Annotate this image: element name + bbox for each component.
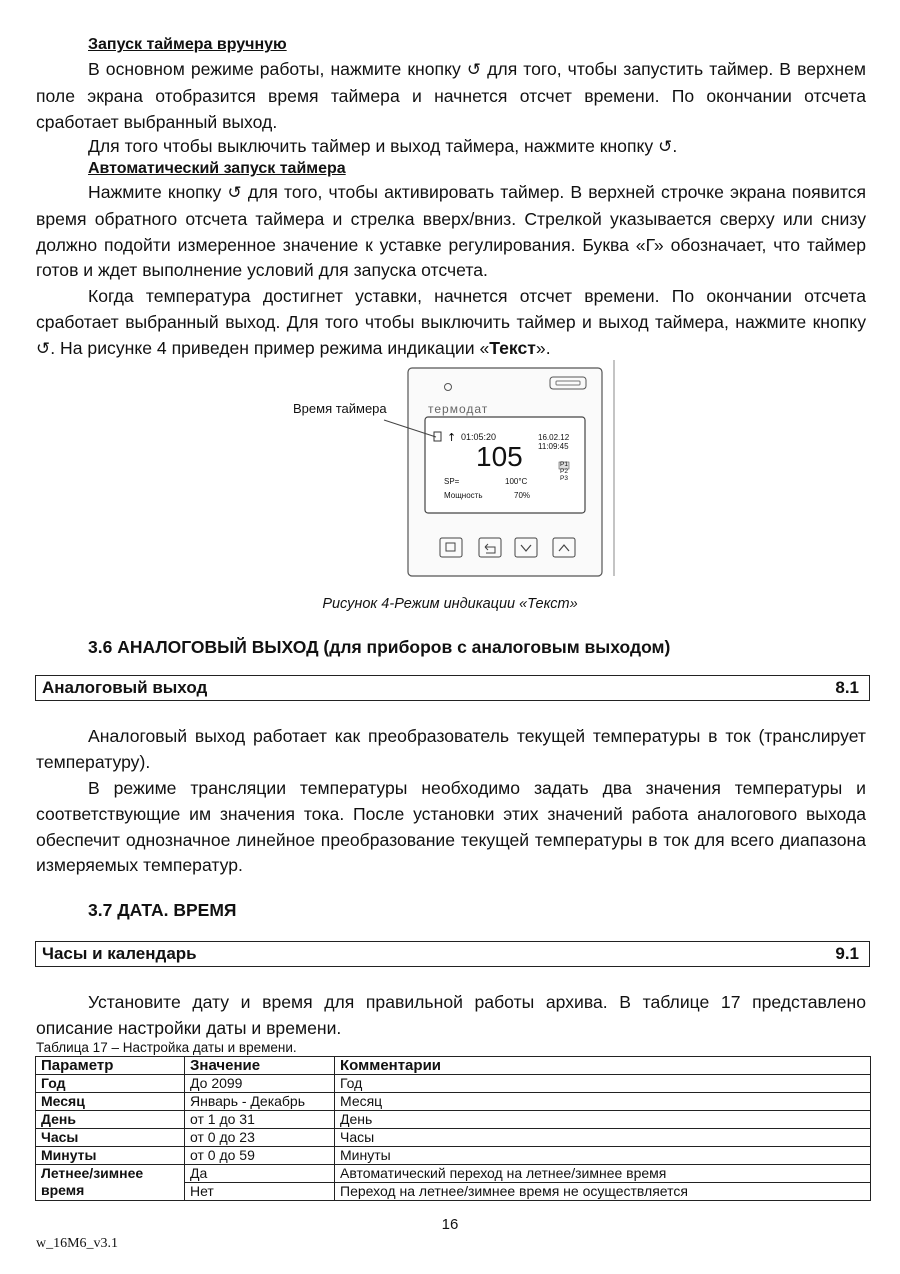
table-cell-param: Месяц (36, 1093, 185, 1111)
screen-time: 11:09:45 (538, 442, 569, 451)
text-run: . (672, 136, 678, 156)
table-cell-comment: Месяц (335, 1093, 871, 1111)
screen-timer: 01:05:20 (461, 432, 497, 442)
output-p1: P1 (560, 461, 568, 468)
restart-icon: ↺ (658, 137, 673, 157)
parameter-box-number: 8.1 (835, 678, 859, 697)
table-row (36, 1111, 871, 1129)
table-cell-value: от 0 до 23 (185, 1129, 335, 1147)
table-cell-comment: Минуты (335, 1147, 871, 1165)
text-run: Нажмите кнопку (88, 182, 222, 202)
section-3-6-paragraph-2: В режиме трансляции температуры необходимо задать два значения температуры и соответствующие им значения тока. После установки этих значений работа аналогового выхода обеспечит однозначное линейное преобразование текущей температуры в ток для всего диапазона измеряемых температур. (36, 778, 866, 876)
table-header-row (36, 1057, 871, 1075)
restart-icon: ↺ (227, 183, 242, 203)
table-cell-comment: День (335, 1111, 871, 1129)
device-brand: термодат (428, 402, 489, 416)
table-row (36, 1129, 871, 1147)
document-code: w_16M6_v3.1 (36, 1236, 119, 1251)
text-run: ». (535, 337, 551, 358)
manual-timer-paragraph-1 (36, 57, 866, 135)
table-cell-comment: Автоматический переход на летнее/зимнее время (335, 1165, 871, 1183)
table-row (36, 1075, 871, 1093)
header-comments: Комментарии (335, 1057, 871, 1075)
figure-callout: Время таймера (293, 401, 387, 416)
table-cell-param: Часы (36, 1129, 185, 1147)
date-time-settings-table (35, 1056, 871, 1201)
auto-timer-paragraph-2 (36, 284, 866, 362)
screen-sp-label: SP= (444, 477, 460, 486)
table-cell-value: Да (185, 1165, 335, 1183)
screen-power-value: 70% (514, 491, 531, 500)
parameter-box-label: Аналоговый выход (42, 678, 208, 697)
table-caption: Таблица 17 – Настройка даты и времени. (36, 1040, 297, 1055)
text-run: Когда температура достигнет уставки, начнется отсчет времени. По окончании отсчета сработает выбранный выход. Для того чтобы выключить таймер и выход таймера, нажмите кнопку (36, 286, 866, 332)
table-row (36, 1093, 871, 1111)
auto-timer-heading: Автоматический запуск таймера (88, 160, 346, 177)
screen-value: 105 (476, 441, 523, 472)
table-cell-param: День (36, 1111, 185, 1129)
manual-timer-heading: Запуск таймера вручную (88, 36, 287, 53)
screen-sp-value: 100°C (505, 477, 528, 486)
table-row (36, 1165, 871, 1183)
screen-date: 16.02.12 (538, 433, 570, 442)
section-3-6-paragraph-1: Аналоговый выход работает как преобразователь текущей температуры в ток (транслирует температуру). (36, 726, 866, 772)
text-run: для того, чтобы запустить таймер. В верхнем поле экрана отобразится время таймера и начнется отсчет времени. По окончании отсчета сработает выбранный выход. (36, 59, 866, 132)
auto-timer-paragraph-1 (36, 180, 866, 284)
table-cell-comment: Переход на летнее/зимнее время не осуществляется (335, 1183, 871, 1201)
parameter-box-label: Часы и календарь (42, 944, 197, 963)
section-3-7-title: 3.7 ДАТА. ВРЕМЯ (88, 900, 237, 920)
restart-icon: ↺ (36, 338, 51, 359)
table-cell-param: Летнее/зимнее время (36, 1165, 185, 1201)
parameter-box-analog-output (35, 675, 870, 701)
text-bold: Текст (489, 337, 536, 358)
table-cell-value: от 1 до 31 (185, 1111, 335, 1129)
parameter-box-number: 9.1 (835, 944, 859, 963)
table-cell-value: от 0 до 59 (185, 1147, 335, 1165)
table-cell-comment: Год (335, 1075, 871, 1093)
header-parameter: Параметр (36, 1057, 185, 1075)
manual-timer-paragraph-2 (36, 134, 866, 161)
arrow-up-icon: ↑ (447, 431, 457, 444)
section-3-7-paragraph-1: Установите дату и время для правильной работы архива. В таблице 17 представлено описание настройки даты и времени. (36, 992, 866, 1038)
table-cell-param: Минуты (36, 1147, 185, 1165)
table-cell-comment: Часы (335, 1129, 871, 1147)
section-3-6-title: 3.6 АНАЛОГОВЫЙ ВЫХОД (для приборов с аналоговым выходом) (88, 637, 671, 657)
table-cell-value: Январь - Декабрь (185, 1093, 335, 1111)
screen-outputs (560, 461, 568, 482)
table-cell-value: Нет (185, 1183, 335, 1201)
figure-4 (280, 360, 630, 585)
table-cell-param: Год (36, 1075, 185, 1093)
text-run: для того, чтобы активировать таймер. В верхней строчке экрана появится время обратного отсчета таймера и стрелка вверх/вниз. Стрелкой указывается сверху или снизу должно подойти измеренное значение к уставке регулирования. Буква «Г» обозначает, что таймер готов и ждет выполнение условий для запуска отсчета. (36, 182, 867, 281)
restart-icon: ↺ (466, 60, 482, 80)
text-run: Для того чтобы выключить таймер и выход таймера, нажмите кнопку (88, 136, 654, 156)
figure-caption: Рисунок 4-Режим индикации «Текст» (322, 596, 578, 612)
table-cell-value: До 2099 (185, 1075, 335, 1093)
text-run: . На рисунке 4 приведен пример режима индикации « (50, 337, 490, 358)
text-run: В основном режиме работы, нажмите кнопку (88, 59, 461, 79)
page-number: 16 (441, 1216, 459, 1233)
table-row (36, 1147, 871, 1165)
parameter-box-clock (35, 941, 870, 967)
header-value: Значение (185, 1057, 335, 1075)
device-illustration (280, 360, 630, 585)
screen-power-label: Мощность (444, 491, 483, 500)
output-p3: P3 (560, 475, 568, 482)
output-p2: P2 (560, 468, 568, 475)
